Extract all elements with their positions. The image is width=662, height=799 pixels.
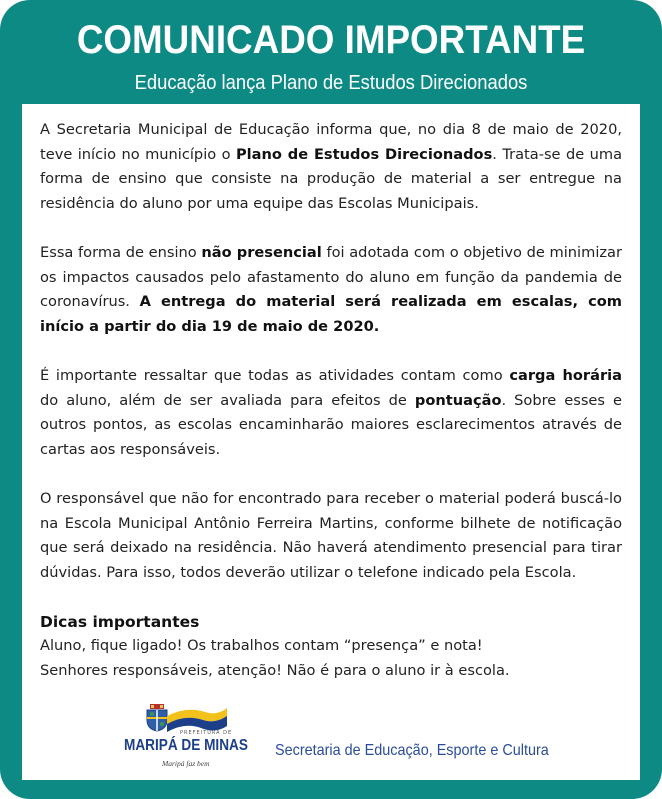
secretaria-name: Secretaria de Educação, Esporte e Cultura	[275, 742, 549, 759]
notice-panel	[22, 104, 640, 780]
emphasis-nao-presencial: não presencial	[201, 243, 322, 261]
municipality-logo	[122, 702, 247, 772]
footer	[122, 702, 582, 772]
paragraph-4: O responsável que não for encontrado para receber o material poderá buscá-lo na Escola Municipal Antônio Ferreira Martins, conforme bilhete de notificação que será deixado na residência. Não haverá atendimento presencial para tirar dúvidas. Para isso, todos deverão utilizar o telefone indicado pela Escola.	[40, 489, 622, 581]
tips-section	[40, 610, 622, 684]
emphasis-entrega: A entrega do material será realizada em escalas, com início a partir do dia 19 de maio de 2020.	[40, 293, 622, 335]
tip-line-2: Senhores responsáveis, atenção! Não é para o aluno ir à escola.	[40, 662, 510, 680]
logo-slogan: Maripá faz bem	[162, 759, 210, 768]
logo-prefix: PREFEITURA DE	[180, 730, 233, 736]
emphasis-pontuacao: pontuação	[414, 391, 502, 409]
tip-line-1: Aluno, fique ligado! Os trabalhos contam “presença” e nota!	[40, 637, 483, 655]
tips-title: Dicas importantes	[40, 612, 200, 631]
paragraph-3: É importante ressaltar que todas as atividades contam como carga horária do aluno, além de ser avaliada para efeitos de pontuação. Sobre esses e outros pontos, as escolas encaminharão maiores esclarecimentos através de cartas aos responsáveis.	[40, 366, 622, 458]
emphasis-plano: Plano de Estudos Direcionados	[235, 145, 493, 163]
logo-name: MARIPÁ DE MINAS	[124, 737, 248, 754]
page-subtitle: Educação lança Plano de Estudos Direcionados	[134, 72, 528, 94]
notice-body	[40, 118, 622, 684]
page-title: COMUNICADO IMPORTANTE	[76, 18, 586, 62]
emphasis-carga-horaria: carga horária	[509, 366, 622, 384]
paragraph-2: Essa forma de ensino não presencial foi adotada com o objetivo de minimizar os impactos causados pelo afastamento do aluno em função da pandemia de coronavírus. A entrega do material será realizada em escalas, com início a partir do dia 19 de maio de 2020.	[40, 243, 622, 335]
paragraph-1: A Secretaria Municipal de Educação informa que, no dia 8 de maio de 2020, teve início no município o Plano de Estudos Direcionados. Trata-se de uma forma de ensino que consiste na produção de material a ser entregue na residência do aluno por uma equipe das Escolas Municipais.	[40, 121, 623, 212]
